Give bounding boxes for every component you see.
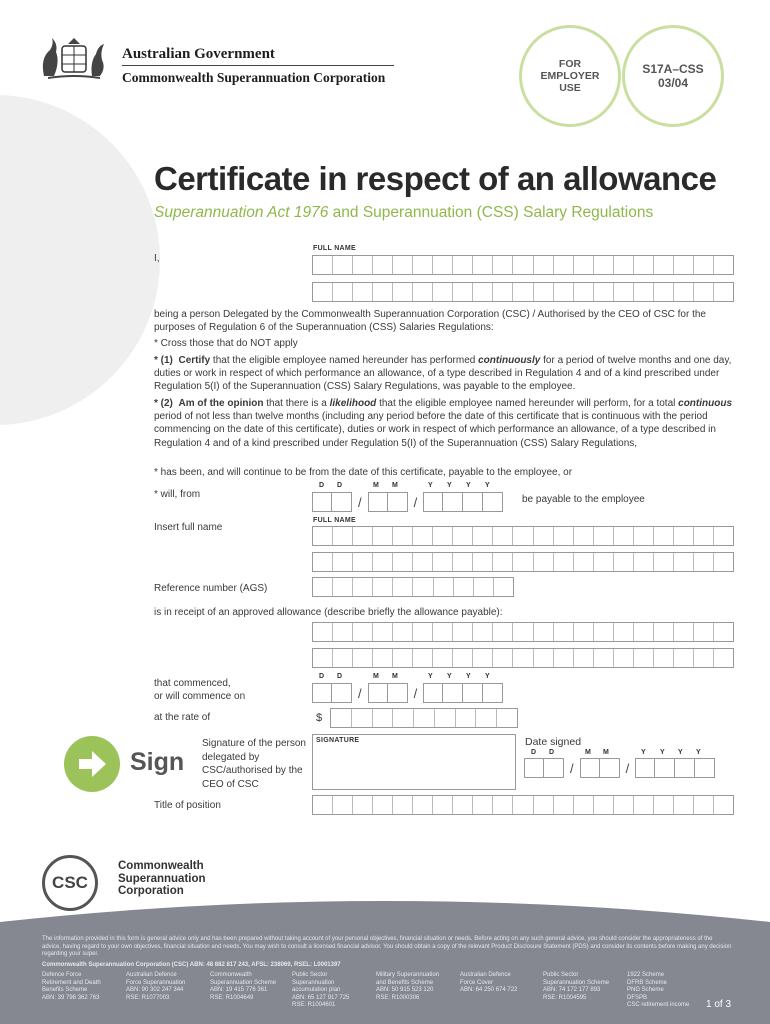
footer-col-5-line: and Benefits Scheme	[376, 979, 434, 986]
footer-col-6-line: Force Cover	[460, 979, 494, 986]
footer-col-8-line: CSC retirement income	[627, 1002, 690, 1008]
header-divider	[122, 65, 394, 66]
form-code-badge	[622, 25, 724, 127]
will-from-label: * will, from	[154, 489, 201, 500]
form-code: S17A–CSS	[642, 62, 704, 76]
date3-y3: Y	[678, 749, 683, 756]
page-number: 1 of 3	[706, 999, 732, 1010]
option-2-prefix: * (2)	[154, 398, 173, 409]
footer-col-1-line: Benefits Scheme	[42, 987, 88, 993]
full-name-input-row1[interactable]	[312, 255, 734, 275]
footer-col-1-line: ABN: 39 798 362 763	[42, 994, 100, 1001]
footer-col-2-line: Force Superannuation	[126, 979, 186, 986]
be-payable-text: be payable to the employee	[522, 494, 645, 505]
date2-d2: D	[337, 673, 343, 680]
sign-label: Sign	[130, 748, 185, 776]
date2-d1: D	[319, 673, 325, 680]
footer-col-2-line: ABN: 90 302 247 344	[126, 987, 184, 993]
date2-m2: M	[392, 673, 398, 680]
date1-y2: Y	[447, 482, 452, 489]
agency-name: Commonwealth Superannuation Corporation	[122, 70, 386, 85]
title-of-position-label: Title of position	[154, 800, 221, 811]
date3-d1: D	[531, 749, 537, 756]
footer-col-6-line: ABN: 64 250 674 722	[460, 987, 518, 993]
date2-y3: Y	[466, 673, 471, 680]
date1-slash2: /	[413, 494, 418, 510]
footer-col-6	[460, 972, 540, 995]
page-subtitle	[154, 204, 653, 222]
allowance-input-row1[interactable]	[312, 622, 734, 642]
option-2-text-b: that the eligible employee named hereunder will perform, for a total	[376, 398, 679, 409]
signature-label: SIGNATURE	[316, 737, 360, 744]
footer-col-8-line: PNG Scheme	[627, 987, 664, 993]
date-signed-label: Date signed	[525, 736, 582, 748]
allowance-input-row2[interactable]	[312, 648, 734, 668]
footer-col-4-line: RSE: R1004601	[292, 1002, 336, 1008]
intro-text: being a person Delegated by the Commonwealth Superannuation Corporation (CSC) / Authorised by the CEO of CSC for the purposes of Regulation 6 of the Superannuation (CSS) Salaries Regulations:	[154, 309, 706, 334]
date3-d2: D	[549, 749, 555, 756]
footer-col-1	[42, 972, 122, 1002]
date2-slash1: /	[358, 685, 362, 701]
date3-m1: M	[585, 749, 591, 756]
employee-name-input-row2[interactable]	[312, 552, 734, 572]
rate-input[interactable]	[330, 708, 518, 728]
full-name-input-row2[interactable]	[312, 282, 734, 302]
commenced-label-2: or will commence on	[154, 691, 246, 702]
commenced-date-input[interactable]	[312, 683, 503, 703]
footer-col-4	[292, 972, 372, 1010]
commenced-label-1: that commenced,	[154, 678, 231, 689]
page-title: Certificate in respect of an allowance	[154, 160, 717, 197]
date1-slash1: /	[358, 494, 362, 510]
footer-col-2	[126, 972, 206, 1002]
footer-col-7-line: Public Sector	[543, 972, 579, 978]
option-2	[154, 397, 744, 450]
date1-d1: D	[319, 482, 325, 489]
employer-use-text: FOR EMPLOYER USE	[540, 58, 600, 94]
option-1-bold: Certify	[178, 355, 211, 366]
csc-logo-text: CSC	[52, 873, 88, 892]
date1-y4: Y	[485, 482, 490, 489]
option-2-bold: Am of the opinion	[178, 398, 264, 409]
csc-name-line2: Superannuation	[118, 872, 206, 885]
arrow-right-icon	[64, 736, 120, 792]
footer-col-8-line: DFRB Scheme	[627, 979, 668, 986]
form-code-stack	[642, 62, 703, 90]
option-1-text-b: for a period of twelve months and one day, duties or work in respect of which performance an allowance, of a type described in Regulation 4 and of a kind prescribed under Regulation 5(I) of the Superannuation (CSS) Salary Regulations, was payable to the employee.	[154, 355, 732, 393]
date2-y1: Y	[428, 673, 433, 680]
coat-of-arms-logo	[34, 36, 114, 82]
footer-col-7	[543, 972, 625, 1002]
option-1-emph: continuously	[478, 355, 541, 366]
date1-d2: D	[337, 482, 343, 489]
date3-slash1: /	[570, 760, 574, 776]
title-of-position-input[interactable]	[312, 795, 734, 815]
footer-col-5-line: RSE: R1000306	[376, 994, 420, 1001]
i-label: I,	[154, 253, 160, 264]
employer-use-badge	[519, 25, 621, 127]
footer-col-3	[210, 972, 290, 1002]
footer-disclaimer: The information provided in this form is general advice only and has been prepared without taking account of your personal objectives, financial situation or needs. Before acting on any such general advice, you should consider the appropriateness of the advice, having regard to your own objectives, financial situation and needs. You may wish to consult a licensed financial advisor. You should obtain a copy of the relevant Product Disclosure Statement (PDS) and consider its contents before making any decision regarding your super.	[42, 936, 732, 957]
date1-m1: M	[373, 482, 379, 489]
footer-col-5-line: ABN: 50 915 523 120	[376, 987, 434, 993]
reference-number-input[interactable]	[312, 577, 514, 597]
date3-y2: Y	[660, 749, 665, 756]
date1-y3: Y	[466, 482, 471, 489]
option-2-emph2: continuous	[678, 398, 733, 409]
footer-col-5-line: Military Superannuation	[376, 972, 440, 978]
option-2-text-c: period of not less than twelve months (including any period before the date of this certificate that is continuous with the period commencing on the date of this certificate), duties or work in respect of which performance an allowance, of a type described in Regulation 4 and of a kind prescribed under Regulation 5(I) of the Superannuation (CSS) Salary Regulations,	[154, 411, 716, 449]
sign-arrow-icon	[64, 736, 120, 792]
footer-col-7-line: Superannuation Scheme	[543, 979, 610, 986]
footer-col-6-line: Australian Defence	[460, 972, 511, 978]
footer-col-4-line: Superannuation	[292, 979, 335, 986]
footer-col-1-line: Defence Force	[42, 972, 82, 978]
footer-csc-abn: Commonwealth Superannuation Corporation (CSC) ABN: 48 882 817 243, AFSL: 238069, RSEL: L0001397	[42, 962, 341, 968]
employee-name-input-row1[interactable]	[312, 526, 734, 546]
date2-m1: M	[373, 673, 379, 680]
receipt-text: is in receipt of an approved allowance (describe briefly the allowance payable):	[154, 607, 503, 618]
footer-col-3-line: ABN: 19 415 776 361	[210, 987, 268, 993]
footer-col-5	[376, 972, 458, 1002]
date3-y1: Y	[641, 749, 646, 756]
footer-col-3-line: RSE: R1004649	[210, 994, 254, 1001]
footer-col-4-line: Public Sector	[292, 972, 328, 978]
date3-y4: Y	[696, 749, 701, 756]
reference-number-label: Reference number (AGS)	[154, 583, 268, 594]
option-1-text-a: that the eligible employee named hereunder has performed	[210, 355, 479, 366]
date1-y1: Y	[428, 482, 433, 489]
signature-box[interactable]	[312, 734, 516, 790]
csc-name-line1: Commonwealth	[118, 860, 204, 872]
footer-col-4-line: accumulation plan	[292, 987, 341, 993]
footer-col-8-line: DFSPB	[627, 994, 648, 1001]
option-2-text-a: that there is a	[263, 398, 330, 409]
footer-col-7-line: RSE: R1004595	[543, 994, 587, 1001]
date1-m2: M	[392, 482, 398, 489]
full-name-label-2: FULL NAME	[313, 517, 357, 524]
date-signed-input[interactable]	[524, 758, 715, 778]
footer-col-3-line: Superannuation Scheme	[210, 979, 277, 986]
cross-note: * Cross those that do NOT apply	[154, 338, 298, 349]
date2-y2: Y	[447, 673, 452, 680]
footer-col-2-line: RSE: R1077003	[126, 994, 170, 1001]
dollar-sign: $	[316, 712, 323, 724]
date3-slash2: /	[625, 760, 630, 776]
footer-col-8	[627, 972, 707, 1010]
option-2-emph: likelihood	[329, 398, 377, 409]
subtitle-rest: and Superannuation (CSS) Salary Regulations	[328, 204, 654, 221]
will-from-date-input[interactable]	[312, 492, 503, 512]
signatory-description: Signature of the person delegated by CSC/authorised by the CEO of CSC	[202, 738, 306, 790]
footer-col-4-line: ABN: 65 127 917 725	[292, 994, 350, 1001]
has-been-text: * has been, and will continue to be from the date of this certificate, payable to the employee, or	[154, 467, 573, 478]
insert-full-name-label: Insert full name	[154, 522, 223, 533]
full-name-label: FULL NAME	[313, 245, 357, 252]
footer-col-3-line: Commonwealth	[210, 972, 252, 978]
rate-label: at the rate of	[154, 712, 211, 723]
background-circle	[0, 95, 160, 425]
government-title: Australian Government	[122, 46, 275, 62]
date2-slash2: /	[413, 685, 418, 701]
footer-col-2-line: Australian Defence	[126, 972, 177, 978]
option-1	[154, 354, 744, 394]
subtitle-act: Superannuation Act 1976	[154, 204, 329, 221]
date3-m2: M	[603, 749, 609, 756]
footer-col-1-line: Retirement and Death	[42, 979, 101, 986]
option-1-prefix: * (1)	[154, 355, 173, 366]
date2-y4: Y	[485, 673, 490, 680]
footer-col-8-line: 1922 Scheme	[627, 972, 665, 978]
footer-col-7-line: ABN: 74 172 177 893	[543, 987, 601, 993]
form-date: 03/04	[657, 76, 689, 90]
csc-name-line3: Corporation	[118, 885, 184, 897]
